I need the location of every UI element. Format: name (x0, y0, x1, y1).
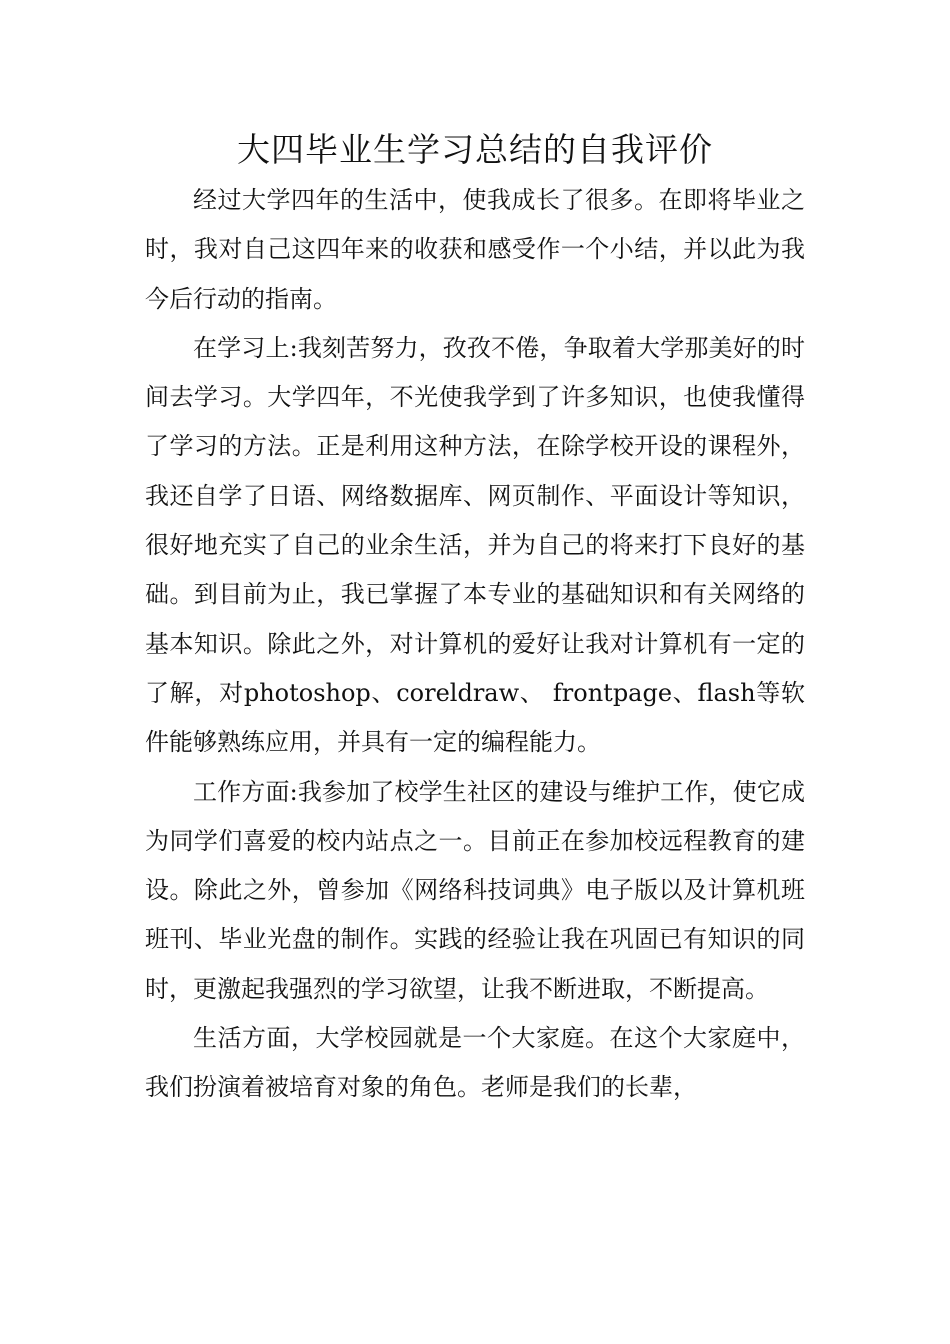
paragraph-life: 生活方面，大学校园就是一个大家庭。在这个大家庭中，我们扮演着被培育对象的角色。老师是我们的长辈， (145, 1024, 805, 1102)
document-title: 大四毕业生学习总结的自我评价 (237, 130, 713, 169)
paragraph-study: 在学习上:我刻苦努力，孜孜不倦，争取着大学那美好的时间去学习。大学四年，不光使我学到了许多知识，也使我懂得了学习的方法。正是利用这种方法，在除学校开设的课程外，我还自学了日语、网络数据库、网页制作、平面设计等知识，很好地充实了自己的业余生活，并为自己的将来打下良好的基础。到目前为止，我已掌握了本专业的基础知识和有关网络的基本知识。除此之外，对计算机的爱好让我对计算机有一定的了解，对photoshop、coreldraw、 frontpage、flash等软件能够熟练应用，并具有一定的编程能力。 (145, 333, 805, 757)
paragraph-intro: 经过大学四年的生活中，使我成长了很多。在即将毕业之时，我对自己这四年来的收获和感受作一个小结，并以此为我今后行动的指南。 (145, 186, 805, 313)
paragraph-work: 工作方面:我参加了校学生社区的建设与维护工作，使它成为同学们喜爱的校内站点之一。目前正在参加校远程教育的建设。除此之外，曾参加《网络科技词典》电子版以及计算机班班刊、毕业光盘的制作。实践的经验让我在巩固已有知识的同时，更激起我强烈的学习欲望，让我不断进取，不断提高。 (145, 777, 805, 1003)
document-body (145, 176, 805, 1113)
